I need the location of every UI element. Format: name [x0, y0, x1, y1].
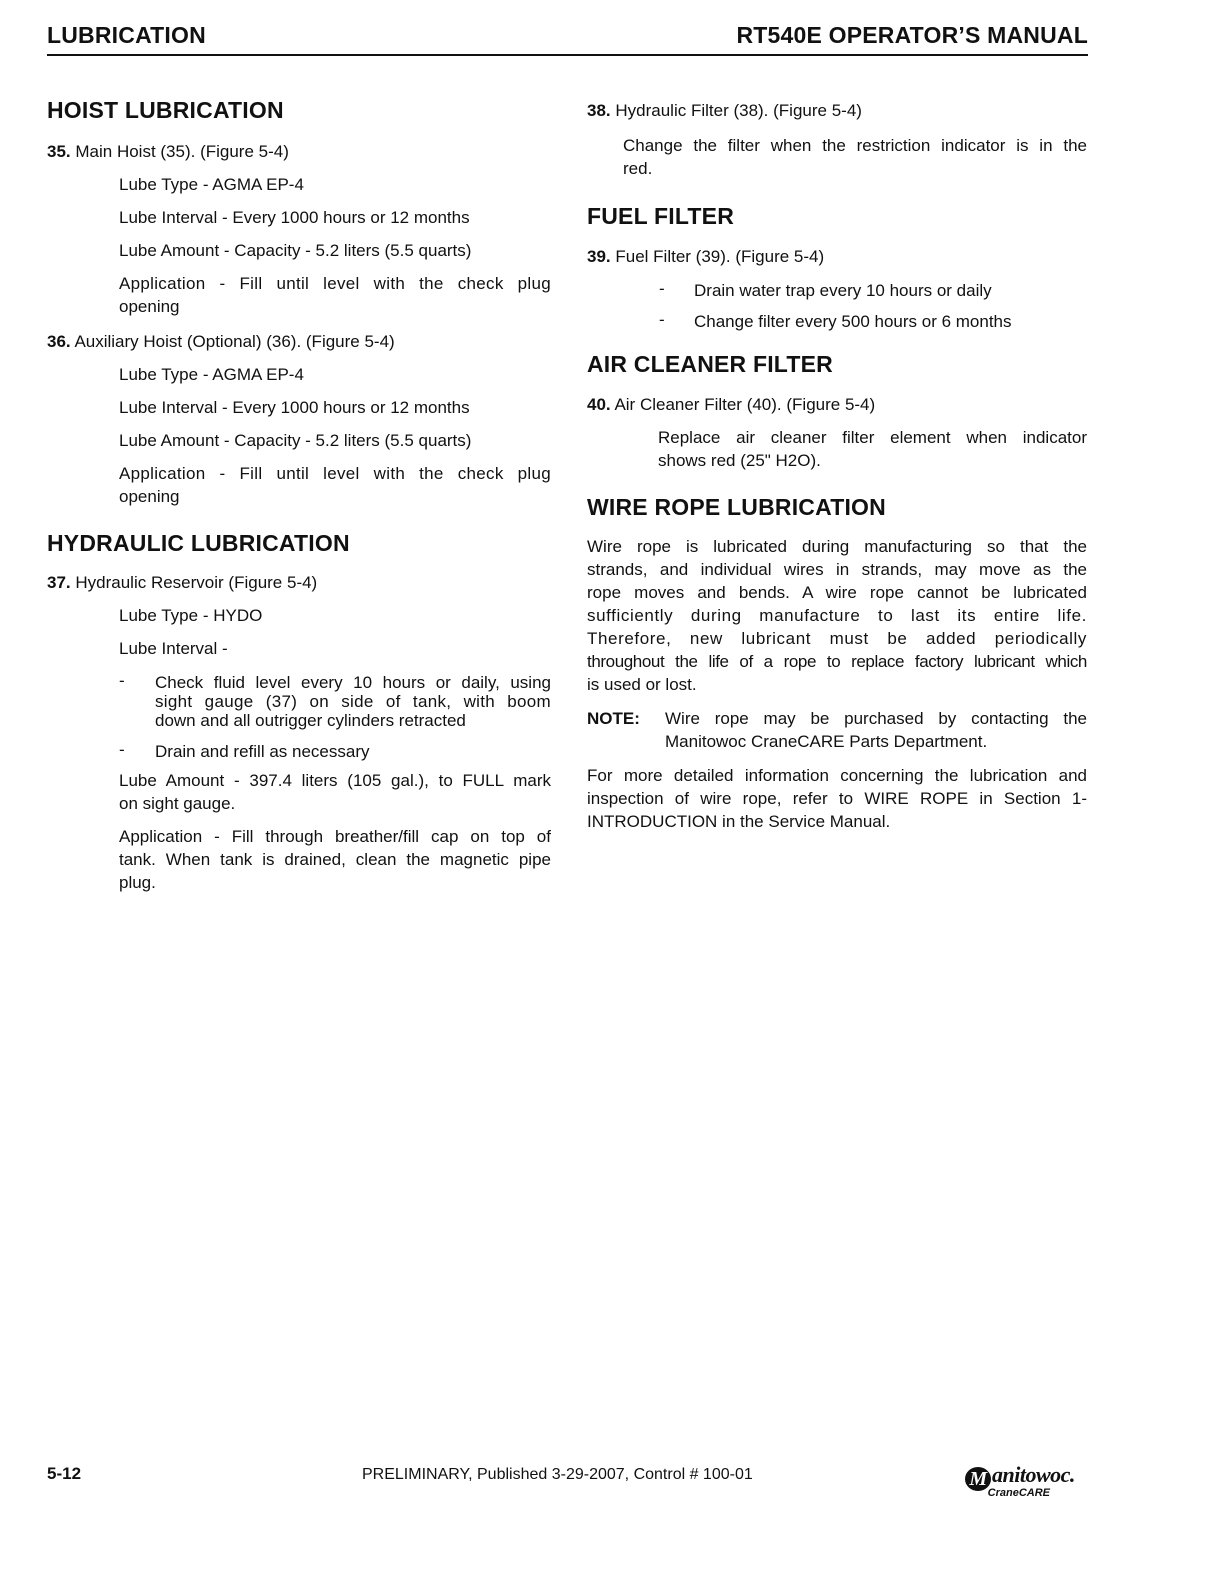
item-37-application-line1: Application - Fill through breather/fill cap on top of — [119, 827, 551, 846]
item-36-lube-interval: Lube Interval - Every 1000 hours or 12 months — [119, 398, 470, 417]
item-35-label: Main Hoist (35). (Figure 5-4) — [75, 142, 289, 161]
wire-rope-paragraph-line3: rope moves and bends. A wire rope cannot be lubricated — [587, 583, 1087, 602]
item-38-label: Hydraulic Filter (38). (Figure 5-4) — [615, 101, 862, 120]
bullet-dash: - — [119, 740, 125, 759]
header-rule — [47, 54, 1088, 56]
wire-rope-paragraph-line1: Wire rope is lubricated during manufacturing so that the — [587, 537, 1087, 556]
more-info-line2: inspection of wire rope, refer to WIRE ROPE in Section 1- — [587, 789, 1087, 808]
item-37-application-line3: plug. — [119, 873, 156, 892]
item-37-lube-amount-line1: Lube Amount - 397.4 liters (105 gal.), to FULL mark — [119, 771, 551, 790]
wire-rope-paragraph-line7: is used or lost. — [587, 675, 697, 694]
item-37-lube-amount-line2: on sight gauge. — [119, 794, 236, 813]
item-40-label: Air Cleaner Filter (40). (Figure 5-4) — [614, 395, 876, 414]
item-37-lube-interval: Lube Interval - — [119, 639, 228, 658]
item-36-lube-type: Lube Type - AGMA EP-4 — [119, 365, 304, 384]
item-38-number: 38. — [587, 101, 611, 120]
fuel-filter-heading: FUEL FILTER — [587, 203, 735, 229]
wire-rope-lubrication-heading: WIRE ROPE LUBRICATION — [587, 494, 886, 520]
item-40-title — [587, 393, 875, 416]
wire-rope-paragraph-line6: throughout the life of a rope to replace factory lubricant which — [587, 652, 1087, 671]
item-39-bullet2: Change filter every 500 hours or 6 months — [694, 312, 1012, 331]
item-38-title — [587, 99, 862, 122]
item-37-bullet1-line3: down and all outrigger cylinders retracted — [155, 711, 466, 730]
item-37-title — [47, 571, 317, 594]
manitowoc-cranecare-logo — [965, 1462, 1090, 1499]
item-38-text-line1: Change the filter when the restriction indicator is in the — [623, 136, 1087, 155]
header-manual-title: RT540E OPERATOR’S MANUAL — [736, 22, 1088, 48]
item-39-number: 39. — [587, 247, 611, 266]
item-36-label: Auxiliary Hoist (Optional) (36). (Figure 5-4) — [74, 332, 395, 351]
wire-rope-paragraph-line5: Therefore, new lubricant must be added periodically — [587, 629, 1087, 648]
note-label: NOTE: — [587, 709, 640, 728]
item-39-bullet1: Drain water trap every 10 hours or daily — [694, 281, 992, 300]
wire-rope-paragraph-line2: strands, and individual wires in strands, may move as the — [587, 560, 1087, 579]
item-37-bullet2: Drain and refill as necessary — [155, 742, 370, 761]
item-35-application-line2: opening — [119, 297, 180, 316]
item-36-application-line2: opening — [119, 487, 180, 506]
bullet-dash: - — [119, 671, 125, 690]
logo-subtext: CraneCARE — [987, 1487, 1050, 1499]
item-35-number: 35. — [47, 142, 71, 161]
bullet-dash: - — [659, 279, 665, 298]
item-35-title — [47, 140, 289, 163]
item-40-number: 40. — [587, 395, 611, 414]
note-text-line2: Manitowoc CraneCARE Parts Department. — [665, 732, 988, 751]
item-40-text-line1: Replace air cleaner filter element when indicator — [658, 428, 1087, 447]
header-section-title: LUBRICATION — [47, 22, 206, 48]
wire-rope-paragraph-line4: sufficiently during manufacture to last its entire life. — [587, 606, 1087, 625]
more-info-line1: For more detailed information concerning the lubrication and — [587, 766, 1087, 785]
logo-main-text: anitowoc. — [992, 1462, 1075, 1487]
item-36-application-line1: Application - Fill until level with the check plug — [119, 464, 551, 483]
manitowoc-m-icon: M — [965, 1467, 991, 1491]
page-number: 5-12 — [47, 1464, 82, 1483]
item-37-label: Hydraulic Reservoir (Figure 5-4) — [75, 573, 318, 592]
item-37-application-line2: tank. When tank is drained, clean the magnetic pipe — [119, 850, 551, 869]
item-35-lube-amount: Lube Amount - Capacity - 5.2 liters (5.5 quarts) — [119, 241, 472, 260]
item-38-text-line2: red. — [623, 159, 653, 178]
item-36-lube-amount: Lube Amount - Capacity - 5.2 liters (5.5 quarts) — [119, 431, 472, 450]
item-35-application-line1: Application - Fill until level with the check plug — [119, 274, 551, 293]
item-37-lube-type: Lube Type - HYDO — [119, 606, 263, 625]
item-35-lube-interval: Lube Interval - Every 1000 hours or 12 months — [119, 208, 470, 227]
hydraulic-lubrication-heading: HYDRAULIC LUBRICATION — [47, 530, 350, 556]
item-39-label: Fuel Filter (39). (Figure 5-4) — [615, 247, 825, 266]
more-info-line3: INTRODUCTION in the Service Manual. — [587, 812, 891, 831]
bullet-dash: - — [659, 310, 665, 329]
footer-publication-info: PRELIMINARY, Published 3-29-2007, Control # 100-01 — [362, 1466, 753, 1483]
item-37-number: 37. — [47, 573, 71, 592]
item-37-bullet1-line2: sight gauge (37) on side of tank, with boom — [155, 692, 551, 711]
item-40-text-line2: shows red (25" H2O). — [658, 451, 821, 470]
item-35-lube-type: Lube Type - AGMA EP-4 — [119, 175, 304, 194]
note-text-line1: Wire rope may be purchased by contacting the — [665, 709, 1087, 728]
item-36-number: 36. — [47, 332, 71, 351]
item-39-title — [587, 245, 824, 268]
item-37-bullet1-line1: Check fluid level every 10 hours or daily, using — [155, 673, 551, 692]
item-36-title — [47, 330, 395, 353]
hoist-lubrication-heading: HOIST LUBRICATION — [47, 97, 284, 123]
air-cleaner-filter-heading: AIR CLEANER FILTER — [587, 351, 833, 377]
